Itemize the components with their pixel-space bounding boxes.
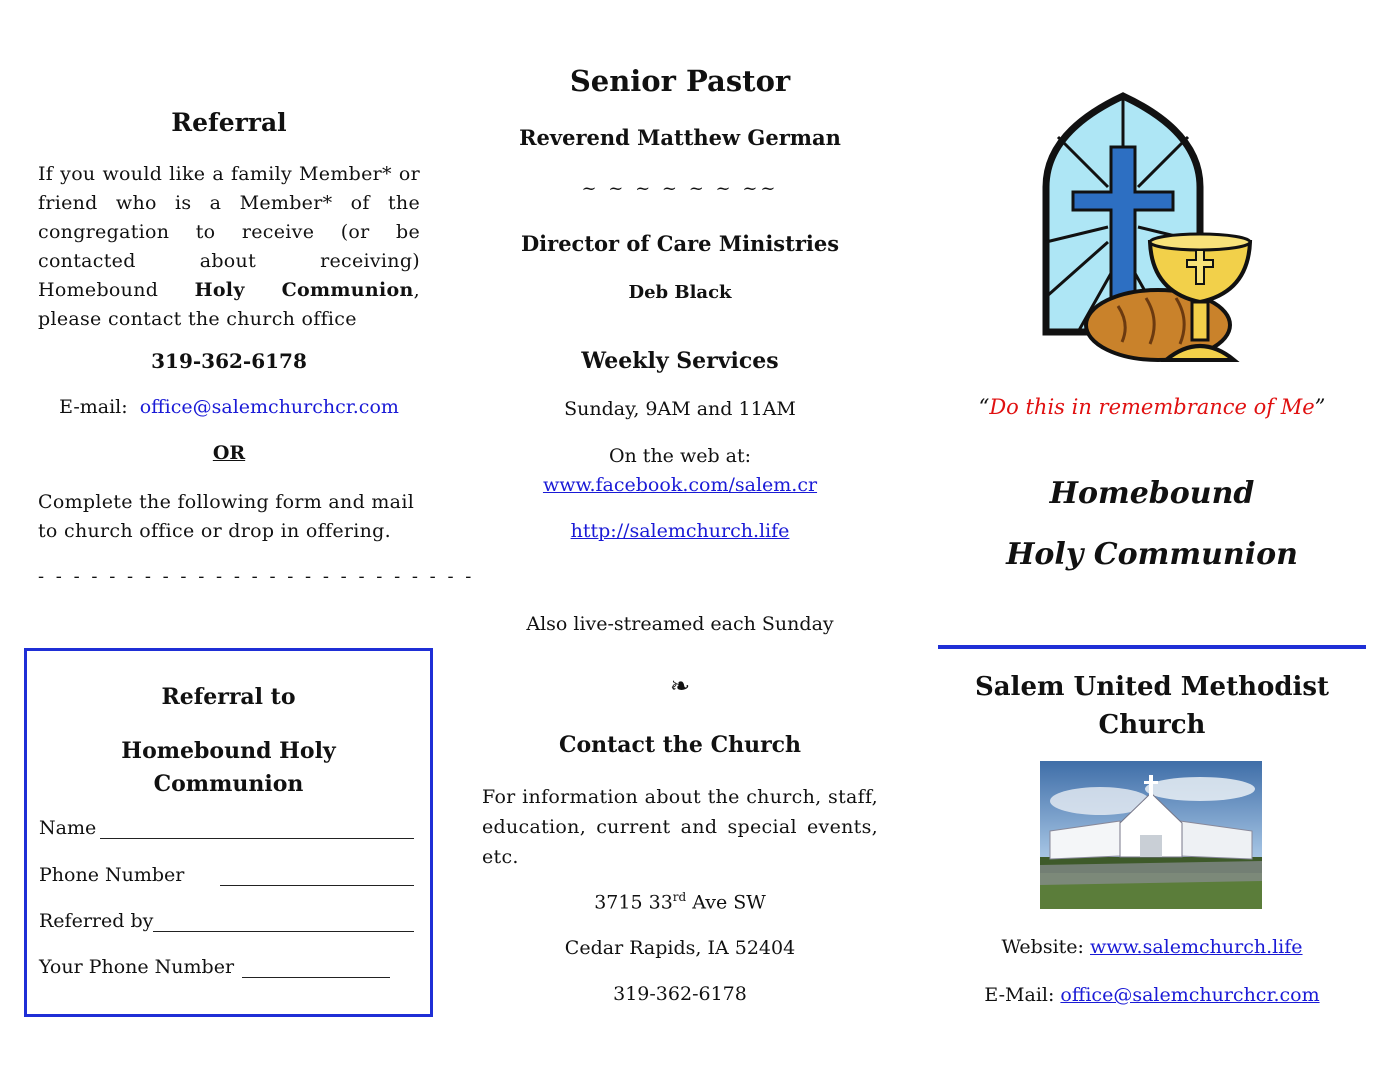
field-label-referred-by: Referred by	[39, 910, 154, 932]
form-title-text: Homebound Holy Communion	[121, 738, 336, 797]
contact-text: For information about the church, staff, education, current and special events, etc.	[482, 786, 878, 868]
quote-close: ”	[1314, 395, 1326, 419]
church-site-link[interactable]: http://salemchurch.life	[570, 520, 790, 542]
form-field-name[interactable]	[39, 817, 414, 839]
contact-phone: 319-362-6178	[613, 983, 747, 1005]
referral-form	[24, 648, 433, 1017]
address-line	[482, 890, 878, 913]
address-suffix: rd	[672, 890, 687, 904]
form-title-line2	[27, 735, 430, 801]
referral-paragraph	[38, 160, 420, 334]
senior-pastor-title: Senior Pastor	[569, 64, 791, 98]
director-name: Deb Black	[628, 282, 732, 303]
phone-blank[interactable]	[220, 868, 414, 886]
services-time: Sunday, 9AM and 11AM	[564, 398, 796, 420]
email-label: E-mail:	[59, 396, 128, 418]
address-street: Ave SW	[686, 891, 766, 914]
field-label-phone: Phone Number	[39, 864, 185, 886]
live-stream-text: Also live-streamed each Sunday	[526, 613, 834, 635]
name-blank[interactable]	[100, 821, 414, 839]
address-number: 3715 33	[594, 891, 673, 914]
tilde-separator: ~ ~ ~ ~ ~ ~ ~~	[581, 178, 779, 199]
church-photo	[1040, 761, 1262, 909]
facebook-link[interactable]: www.facebook.com/salem.cr	[542, 474, 818, 496]
email-link-right[interactable]: office@salemchurchcr.com	[1060, 984, 1320, 1006]
brochure-title-line1: Homebound	[1049, 476, 1255, 511]
church-name-text: Salem United Methodist Church	[974, 672, 1330, 740]
site-link-row	[482, 520, 878, 542]
form-field-referred-by[interactable]	[39, 910, 414, 932]
weekly-services-title: Weekly Services	[581, 348, 779, 374]
field-label-your-phone: Your Phone Number	[39, 956, 235, 978]
referral-text-start: If you would like a family Member* or friend who is a Member* of the congregation to receive (or be contacted about receiving) Homebound	[38, 163, 420, 301]
scripture-quote	[938, 395, 1366, 419]
web-label: On the web at:	[608, 445, 752, 467]
referral-phone: 319-362-6178	[151, 349, 307, 373]
email-line	[938, 984, 1366, 1006]
field-label-name: Name	[39, 817, 97, 839]
form-field-your-phone[interactable]	[39, 956, 414, 978]
form-title-line1: Referral to	[161, 684, 296, 710]
city-line: Cedar Rapids, IA 52404	[564, 937, 796, 959]
stained-glass-cross-chalice-icon	[1038, 92, 1263, 367]
or-separator: OR	[212, 442, 246, 464]
website-link[interactable]: www.salemchurch.life	[1090, 936, 1303, 958]
floral-ornament-icon: ❧	[669, 672, 691, 700]
referral-email-link[interactable]: office@salemchurchcr.com	[139, 396, 399, 418]
email-label-right: E-Mail:	[984, 984, 1055, 1006]
brochure-title-line2: Holy Communion	[1006, 537, 1298, 572]
contact-title: Contact the Church	[558, 732, 802, 758]
church-name	[938, 668, 1366, 744]
facebook-link-row	[482, 474, 878, 496]
cut-line: - - - - - - - - - - - - - - - - - - - - - - - - -	[38, 566, 475, 587]
senior-pastor-name: Reverend Matthew German	[519, 125, 841, 150]
director-title: Director of Care Ministries	[520, 231, 840, 256]
form-field-phone[interactable]	[39, 864, 414, 886]
referral-heading: Referral	[171, 108, 287, 137]
referral-text-bold: Holy Communion	[194, 279, 414, 301]
complete-form-text: Complete the following form and mail to church office or drop in offering.	[38, 491, 415, 542]
your-phone-blank[interactable]	[242, 960, 390, 978]
quote-text: Do this in remembrance of Me	[989, 395, 1315, 419]
divider-rule	[938, 645, 1366, 649]
website-line	[938, 936, 1366, 958]
referral-email-line	[38, 396, 420, 418]
referred-by-blank[interactable]	[153, 914, 414, 932]
referral-text-end: , please contact the church office	[38, 279, 420, 330]
quote-open: “	[978, 395, 990, 419]
website-label: Website:	[1001, 936, 1084, 958]
